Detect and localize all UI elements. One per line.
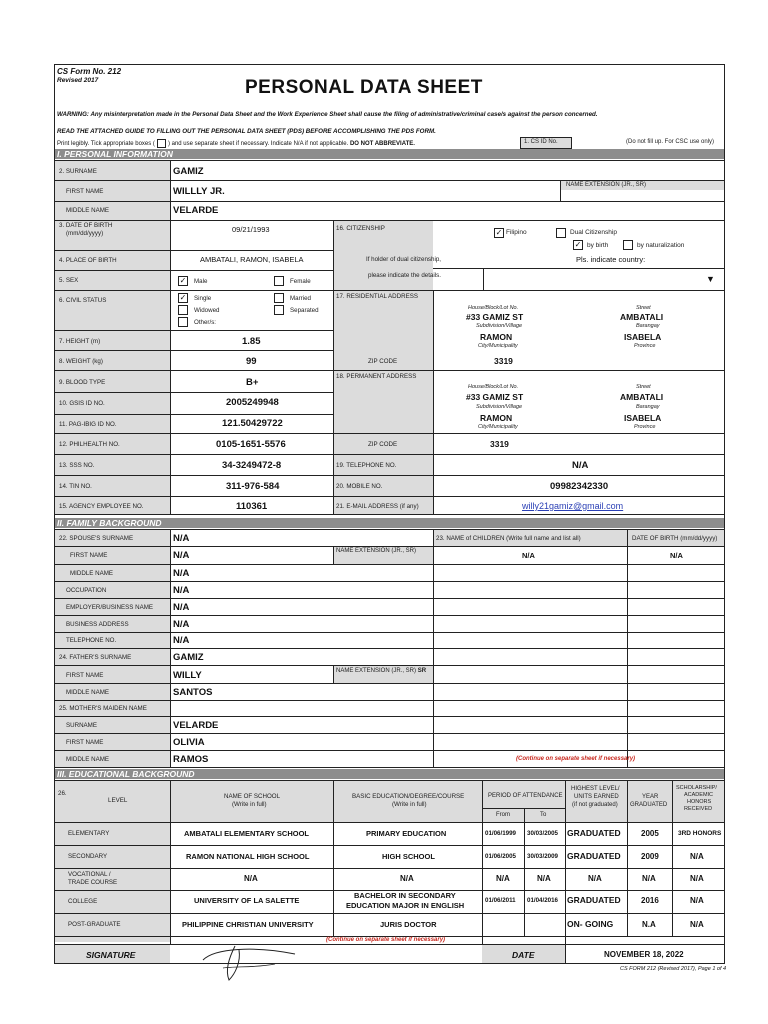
mother-middle-name-value: RAMOS (173, 754, 209, 765)
mobile-label: 20. MOBILE NO. (336, 483, 383, 490)
cs-id-label: 1. CS ID No. (524, 139, 558, 145)
mother-first-name-label: FIRST NAME (66, 739, 104, 746)
edu-to-college: 01/04/2016 (527, 897, 558, 904)
business-address-value: N/A (173, 619, 190, 630)
height-label: 7. HEIGHT (m) (59, 338, 101, 345)
surname-label: 2. SURNAME (59, 168, 97, 175)
res-brgy-caption: Barangay (636, 323, 660, 329)
form-top-border (54, 64, 725, 65)
res-street-value: AMBATALI (620, 312, 664, 322)
widowed-checkbox[interactable] (178, 305, 188, 315)
dob-label: 3. DATE OF BIRTH (59, 222, 113, 229)
residential-address-label: 17. RESIDENTIAL ADDRESS (336, 293, 418, 300)
first-name-value: WILLLY JR. (173, 186, 225, 197)
edu-highest-secondary: GRADUATED (567, 851, 621, 861)
instructions-text: Print legibly. Tick appropriate boxes ( ) and use separate sheet if necessary. Indicate N/A if not applicable. DO NOT ABBREVIATE. (57, 139, 415, 148)
form-number: CS Form No. 212 (57, 67, 122, 76)
perm-subd-value: RAMON (480, 413, 513, 423)
edu-school-postgrad: PHILIPPINE CHRISTIAN UNIVERSITY (182, 920, 314, 929)
perm-street-caption: Street (636, 384, 651, 390)
child-dob-value: N/A (670, 551, 683, 560)
telephone-value: N/A (572, 460, 589, 471)
warning-text: WARNING: Any misinterpretation made in the Personal Data Sheet and the Work Experience Sheet shall cause the filing of administrative/criminal case/s against the person concerned. (57, 111, 598, 118)
res-province-value: ISABELA (624, 332, 662, 342)
edu-to-secondary: 30/03/2009 (527, 853, 558, 860)
edu-school-elementary: AMBATALI ELEMENTARY SCHOOL (184, 829, 309, 838)
edu-from-vocational: N/A (496, 874, 510, 883)
female-checkbox[interactable] (274, 276, 284, 286)
weight-label: 8. WEIGHT (kg) (59, 358, 103, 365)
spouse-surname-value: N/A (173, 533, 190, 544)
father-first-name-value: WILLY (173, 670, 202, 681)
dob-format: (mm/dd/yyyy) (66, 230, 104, 237)
res-zip-label: ZIP CODE (368, 358, 398, 365)
mobile-value: 09982342330 (550, 481, 609, 492)
perm-brgy-caption: Barangay (636, 404, 660, 410)
father-surname-value: GAMIZ (173, 652, 204, 663)
col-course-subheader: (Write in full) (392, 801, 427, 808)
male-checkbox[interactable]: ✓ (179, 276, 187, 285)
business-address-label: BUSINESS ADDRESS (66, 621, 129, 628)
spouse-name-ext-label: NAME EXTENSION (JR., SR) (336, 548, 417, 554)
edu-year-elementary: 2005 (641, 829, 659, 838)
edu-highest-college: GRADUATED (567, 895, 621, 905)
mother-first-name-value: OLIVIA (173, 737, 205, 748)
male-label: Male (194, 278, 208, 285)
col-highest-header-2: UNITS EARNED (574, 794, 619, 800)
section-personal-header: I. PERSONAL INFORMATION (55, 149, 724, 159)
by-nat-label: by naturalization (637, 242, 685, 249)
perm-city-caption: City/Municipality (478, 424, 518, 430)
by-birth-checkbox[interactable]: ✓ (574, 240, 582, 249)
spouse-surname-label: 22. SPOUSE'S SURNAME (59, 535, 134, 542)
edu-year-secondary: 2009 (641, 852, 659, 861)
col-highest-header-1: HIGHEST LEVEL/ (571, 786, 620, 792)
father-middle-name-label: MIDDLE NAME (66, 689, 109, 696)
dob-value: 09/21/1993 (232, 225, 270, 234)
by-birth-label: by birth (587, 242, 609, 249)
gsis-label: 10. GSIS ID NO. (59, 400, 105, 407)
mother-middle-name-label: MIDDLE NAME (66, 756, 109, 763)
sex-label: 5. SEX (59, 277, 79, 284)
edu-year-college: 2016 (641, 896, 659, 905)
edu-course-college: BACHELOR IN SECONDARY (354, 891, 456, 900)
res-prov-caption: Province (634, 343, 656, 349)
first-name-label: FIRST NAME (66, 188, 104, 195)
date-label: DATE (512, 950, 535, 960)
perm-subd-caption: Subdivision/Village (476, 404, 523, 410)
col-honors-header-3: HONORS (687, 799, 712, 805)
father-name-ext-label: NAME EXTENSION (JR., SR) SR (336, 668, 427, 674)
dual-note-1: If holder of dual citizenship, (366, 256, 441, 263)
edu-course-secondary: HIGH SCHOOL (382, 852, 435, 861)
col-from-header: From (496, 812, 510, 818)
section-education-header: III. EDUCATIONAL BACKGROUND (55, 769, 724, 779)
dual-checkbox[interactable] (556, 228, 566, 238)
edu-year-postgrad: N.A (642, 920, 656, 929)
col-highest-header-3: (if not graduated) (572, 802, 618, 808)
res-city-caption: City/Municipality (478, 343, 518, 349)
country-instruction: Pls. indicate country: (576, 255, 646, 264)
separated-label: Separated (290, 307, 319, 314)
edu-level-vocational: VOCATIONAL / (68, 871, 111, 878)
education-header-row (55, 780, 724, 822)
dual-label: Dual Citizenship (570, 229, 617, 236)
surname-value: GAMIZ (173, 166, 204, 177)
edu-honors-secondary: N/A (690, 852, 704, 861)
edu-level-postgrad: POST-GRADUATE (68, 921, 121, 928)
citizenship-label: 16. CITIZENSHIP (336, 225, 385, 232)
page-title: PERSONAL DATA SHEET (245, 77, 483, 98)
telephone-label: 19. TELEPHONE NO. (336, 462, 397, 469)
perm-zip-value: 3319 (490, 439, 509, 449)
tin-value: 311-976-584 (226, 481, 280, 492)
father-first-name-label: FIRST NAME (66, 672, 104, 679)
edu-level-secondary: SECONDARY (68, 853, 108, 860)
perm-house-caption: House/Block/Lot No. (468, 384, 519, 390)
others-checkbox[interactable] (178, 317, 188, 327)
employer-label: EMPLOYER/BUSINESS NAME (66, 604, 153, 611)
edu-to-vocational: N/A (537, 874, 551, 883)
child-name-value: N/A (522, 551, 535, 560)
father-middle-name-value: SANTOS (173, 687, 213, 698)
edu-highest-vocational: N/A (588, 874, 602, 883)
name-ext-label: NAME EXTENSION (JR., SR) (566, 182, 647, 188)
spouse-telephone-label: TELEPHONE NO. (66, 637, 117, 644)
edu-year-vocational: N/A (642, 874, 656, 883)
col-year-header-1: YEAR (642, 794, 659, 800)
middle-name-value: VELARDE (173, 205, 219, 216)
edu-school-college: UNIVERSITY OF LA SALETTE (194, 896, 300, 905)
spouse-first-name-label: FIRST NAME (70, 552, 108, 559)
guide-text: READ THE ATTACHED GUIDE TO FILLING OUT THE PERSONAL DATA SHEET (PDS) BEFORE ACCOMPLISHING THE PDS FORM. (57, 128, 436, 135)
single-label: Single (194, 295, 212, 302)
edu-honors-postgrad: N/A (690, 920, 704, 929)
col-year-header-2: GRADUATED (630, 802, 668, 808)
occupation-label: OCCUPATION (66, 587, 107, 594)
gsis-value: 2005249948 (226, 397, 279, 408)
middle-name-label: MIDDLE NAME (66, 207, 109, 214)
col-to-header: To (540, 812, 547, 818)
email-label: 21. E-MAIL ADDRESS (if any) (336, 503, 419, 510)
edu-honors-college: N/A (690, 896, 704, 905)
edu-level-elementary: ELEMENTARY (68, 830, 110, 837)
mother-maiden-name-label: 25. MOTHER'S MAIDEN NAME (59, 705, 147, 712)
by-nat-checkbox[interactable] (623, 240, 633, 250)
widowed-label: Widowed (194, 307, 220, 314)
section-family-header: II. FAMILY BACKGROUND (55, 518, 724, 528)
filipino-checkbox[interactable]: ✓ (495, 228, 503, 237)
weight-value: 99 (246, 356, 257, 367)
occupation-value: N/A (173, 585, 190, 596)
education-continue-note: (Continue on separate sheet if necessary) (326, 937, 446, 943)
edu-honors-elementary: 3RD HONORS (678, 830, 722, 837)
edu-course-vocational: N/A (400, 874, 414, 883)
signature-label: SIGNATURE (86, 950, 136, 960)
edu-highest-postgrad: ON- GOING (567, 919, 614, 929)
blood-type-label: 9. BLOOD TYPE (59, 379, 106, 386)
edu-level-vocational-2: TRADE COURSE (68, 879, 118, 886)
edu-school-secondary: RAMON NATIONAL HIGH SCHOOL (186, 852, 310, 861)
edu-highest-elementary: GRADUATED (567, 828, 621, 838)
csc-note: (Do not fill up. For CSC use only) (626, 139, 715, 145)
edu-honors-vocational: N/A (690, 874, 704, 883)
family-continue-note: (Continue on separate sheet if necessary) (516, 756, 636, 762)
edu-from-elementary: 01/06/1999 (485, 830, 516, 837)
education-item-number: 26. (58, 790, 67, 797)
separated-checkbox[interactable] (274, 305, 284, 315)
married-label: Married (290, 295, 311, 302)
civil-status-label: 6. CIVIL STATUS (59, 297, 107, 304)
philhealth-value: 0105-1651-5576 (216, 439, 286, 450)
edu-course-college-2: EDUCATION MAJOR IN ENGLISH (346, 901, 465, 910)
spouse-telephone-value: N/A (173, 635, 190, 646)
address-label-column (333, 221, 433, 514)
res-house-value: #33 GAMIZ ST (466, 312, 524, 322)
col-school-header: NAME OF SCHOOL (224, 793, 281, 800)
blood-type-value: B+ (246, 377, 259, 388)
res-street-caption: Street (636, 305, 651, 311)
mother-surname-value: VELARDE (173, 720, 219, 731)
pob-value: AMBATALI, RAMON, ISABELA (200, 255, 304, 264)
pagibig-value: 121.50429722 (222, 418, 283, 429)
form-page-reference: CS FORM 212 (Revised 2017), Page 1 of 4 (620, 966, 727, 972)
mother-surname-label: SURNAME (66, 722, 97, 729)
form-revised: Revised 2017 (57, 77, 99, 84)
children-dob-label: DATE OF BIRTH (mm/dd/yyyy) (632, 535, 718, 542)
edu-from-college: 01/06/2011 (485, 897, 516, 904)
married-checkbox[interactable] (274, 293, 284, 303)
edu-to-elementary: 30/03/2005 (527, 830, 558, 837)
pob-label: 4. PLACE OF BIRTH (59, 257, 117, 264)
email-value[interactable]: willy21gamiz@gmail.com (522, 501, 624, 511)
perm-prov-caption: Province (634, 424, 656, 430)
res-zip-value: 3319 (494, 356, 513, 366)
col-level-header: LEVEL (108, 797, 128, 804)
country-dropdown-arrow-icon[interactable]: ▼ (706, 274, 715, 284)
single-checkbox[interactable]: ✓ (179, 293, 187, 302)
col-honors-header-1: SCHOLARSHIP/ (676, 785, 717, 791)
others-label: Other/s: (194, 319, 217, 326)
edu-course-postgrad: JURIS DOCTOR (380, 920, 437, 929)
pagibig-label: 11. PAG-IBIG ID NO. (59, 421, 117, 428)
res-house-caption: House/Block/Lot No. (468, 305, 519, 311)
philhealth-label: 12. PHILHEALTH NO. (59, 441, 120, 448)
edu-course-elementary: PRIMARY EDUCATION (366, 829, 447, 838)
agency-employee-label: 15. AGENCY EMPLOYEE NO. (59, 503, 144, 510)
edu-from-secondary: 01/06/2005 (485, 853, 516, 860)
children-label: 23. NAME of CHILDREN (Write full name and list all) (436, 535, 581, 542)
col-honors-header-2: ACADEMIC (684, 792, 714, 798)
spouse-middle-name-value: N/A (173, 568, 190, 579)
tick-sample-box (157, 139, 166, 148)
dual-note-2: please indicate the details. (368, 272, 441, 279)
perm-zip-label: ZIP CODE (368, 441, 398, 448)
res-subd-caption: Subdivision/Village (476, 323, 523, 329)
col-period-header: PERIOD OF ATTENDANCE (488, 793, 563, 799)
father-surname-label: 24. FATHER'S SURNAME (59, 654, 132, 661)
col-course-header: BASIC EDUCATION/DEGREE/COURSE (352, 793, 465, 800)
permanent-address-label: 18. PERMANENT ADDRESS (336, 373, 417, 380)
employer-value: N/A (173, 602, 190, 613)
spouse-first-name-value: N/A (173, 550, 190, 561)
filipino-label: Filipino (506, 229, 527, 236)
edu-school-vocational: N/A (244, 874, 258, 883)
perm-province-value: ISABELA (624, 413, 662, 423)
handwritten-signature (195, 938, 305, 984)
perm-street-value: AMBATALI (620, 392, 664, 402)
female-label: Female (290, 278, 311, 285)
col-school-subheader: (Write in full) (232, 801, 267, 808)
res-subd-value: RAMON (480, 332, 513, 342)
height-value: 1.85 (242, 336, 261, 347)
perm-house-value: #33 GAMIZ ST (466, 392, 524, 402)
tin-label: 14. TIN NO. (59, 483, 92, 490)
agency-employee-value: 110361 (236, 501, 268, 512)
sss-label: 13. SSS NO. (59, 462, 95, 469)
sss-value: 34-3249472-8 (222, 460, 282, 471)
date-value: NOVEMBER 18, 2022 (604, 950, 684, 959)
spouse-middle-name-label: MIDDLE NAME (70, 570, 113, 577)
form-right-border (724, 64, 725, 964)
col-honors-header-4: RECEIVED (684, 806, 713, 812)
edu-level-college: COLLEGE (68, 898, 98, 905)
